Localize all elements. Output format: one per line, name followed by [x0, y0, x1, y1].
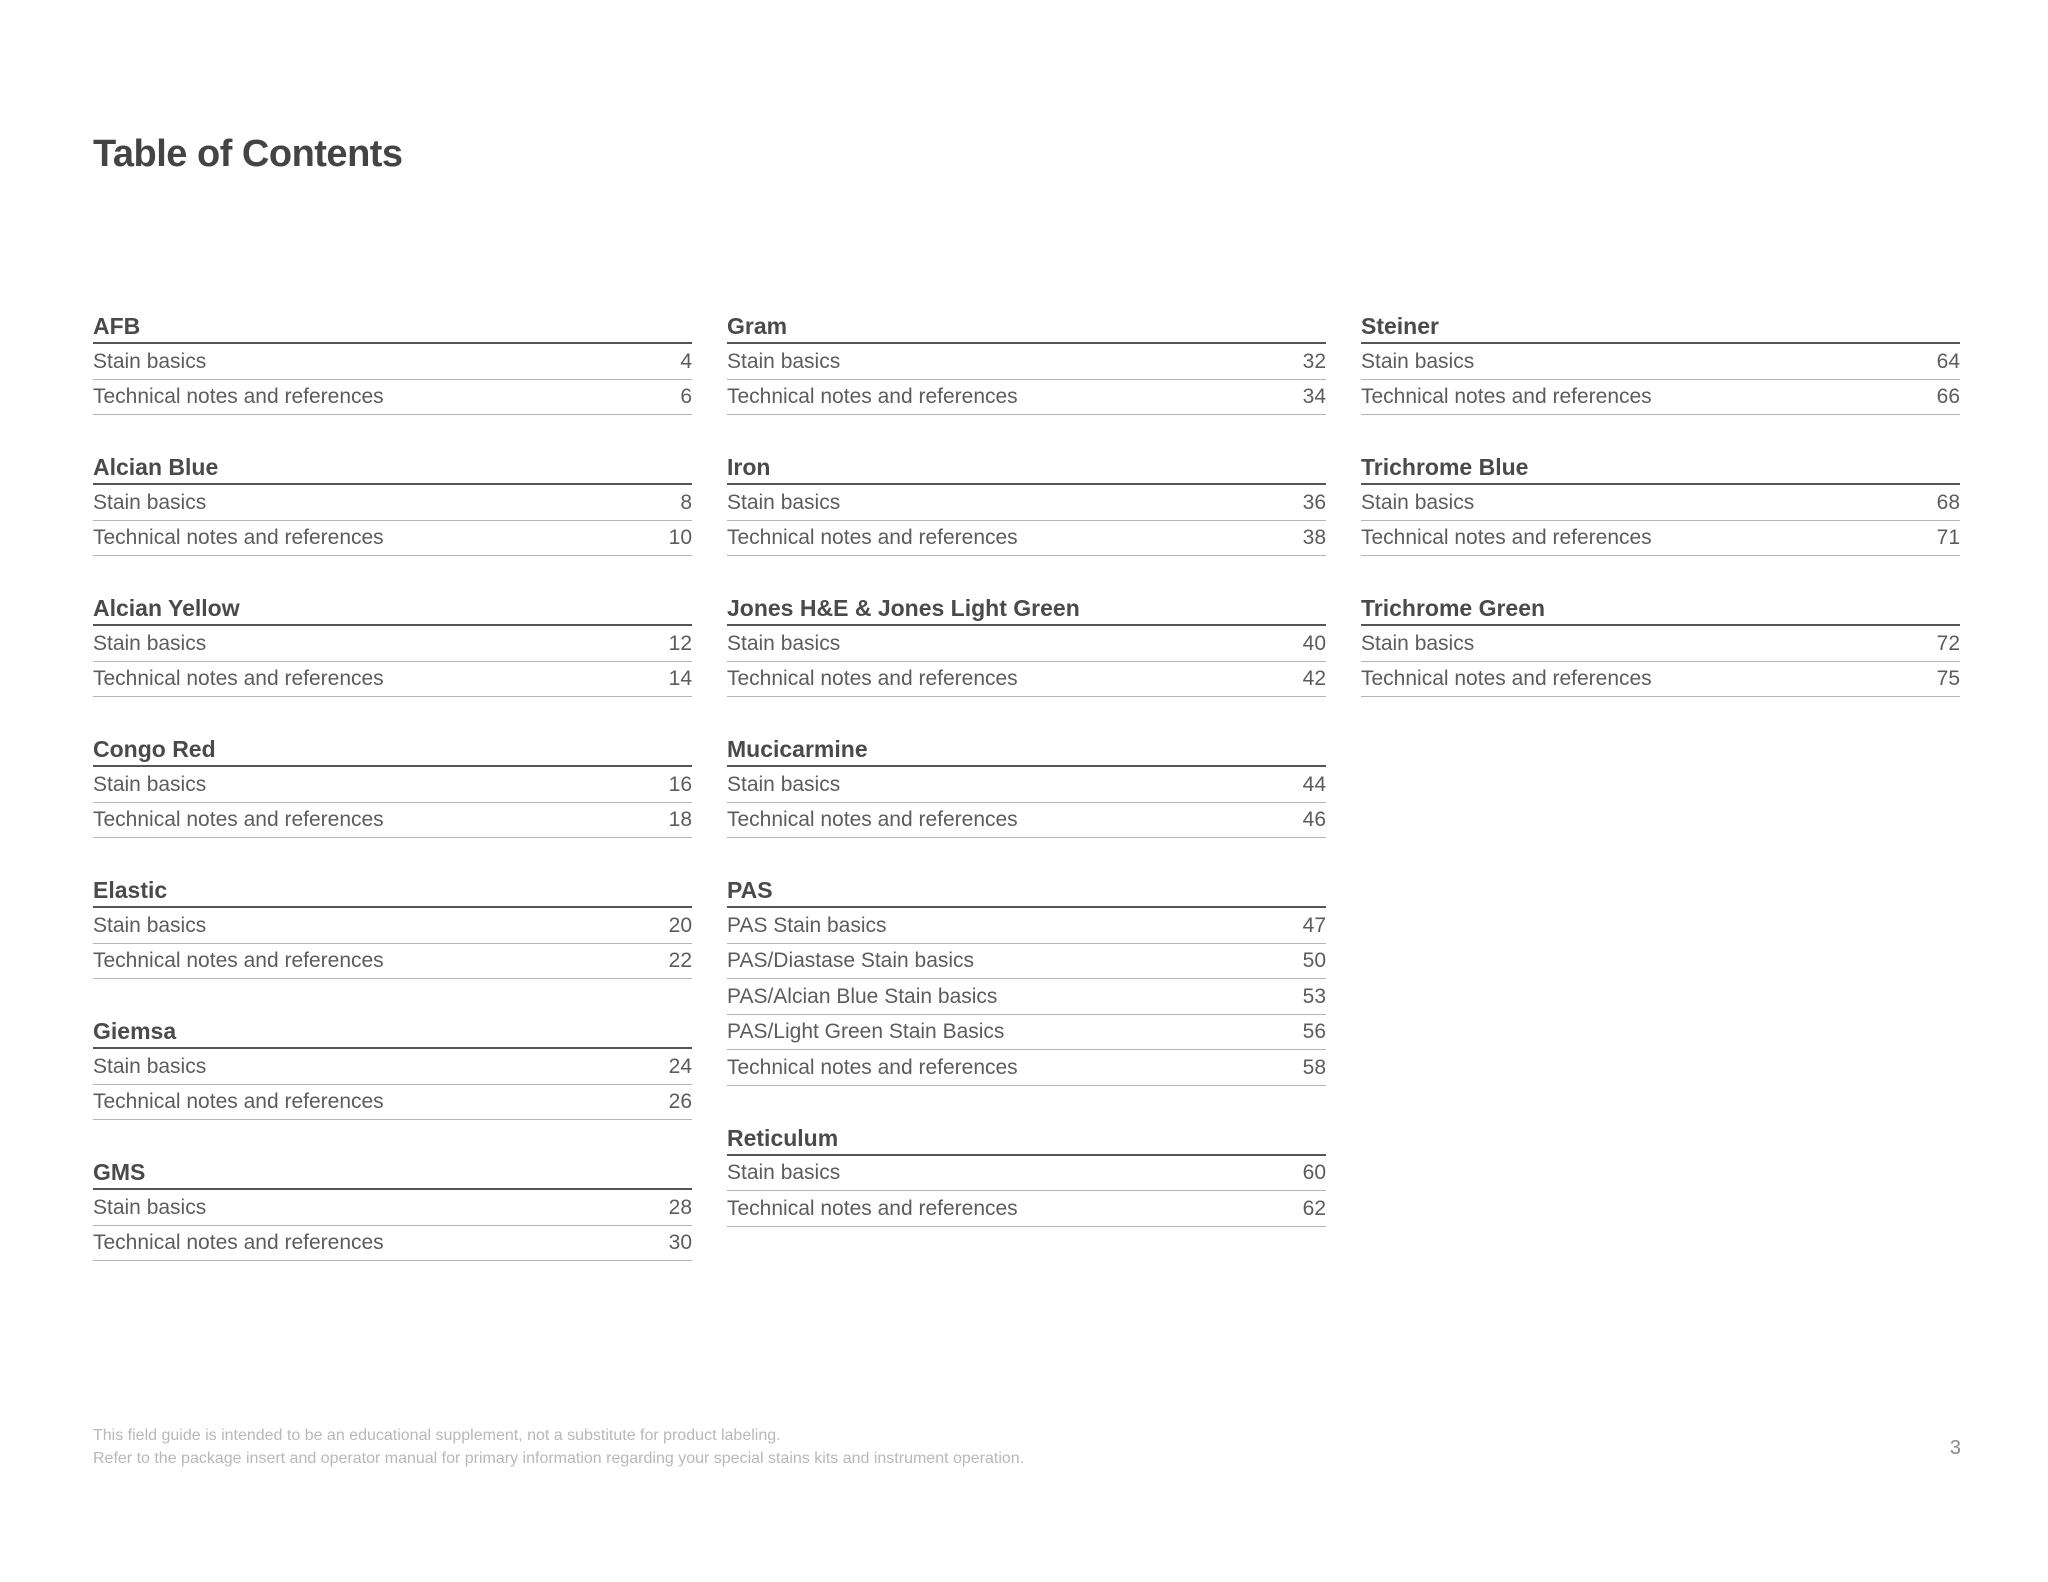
toc-entry[interactable]: [1361, 626, 1960, 662]
toc-entry-label: Stain basics: [727, 772, 841, 796]
toc-entry[interactable]: [727, 626, 1326, 662]
toc-entry-page-number: 22: [668, 949, 692, 972]
toc-entry[interactable]: [1361, 485, 1960, 521]
toc-entry-label: Stain basics: [727, 490, 841, 514]
toc-section-heading: Elastic: [93, 872, 692, 908]
toc-section: [93, 590, 692, 697]
toc-entry[interactable]: [727, 521, 1326, 557]
toc-entry[interactable]: [727, 1015, 1326, 1051]
toc-entry-page-number: 16: [668, 772, 692, 796]
toc-entry-page-number: 26: [668, 1090, 692, 1113]
toc-entry-label: Technical notes and references: [93, 385, 384, 408]
toc-entry-page-number: 47: [1302, 913, 1326, 937]
toc-section-heading: Reticulum: [727, 1120, 1326, 1156]
toc-entry-page-number: 58: [1302, 1055, 1326, 1079]
toc-entry-page-number: 34: [1302, 385, 1326, 408]
toc-entry-label: PAS/Light Green Stain Basics: [727, 1020, 1005, 1043]
toc-entry[interactable]: [727, 979, 1326, 1015]
toc-entry-page-number: 62: [1302, 1196, 1326, 1220]
toc-entry-page-number: 28: [668, 1195, 692, 1219]
toc-entry[interactable]: [727, 944, 1326, 980]
toc-section-heading: Congo Red: [93, 731, 692, 767]
toc-entry-label: Stain basics: [93, 772, 207, 796]
toc-section: [93, 872, 692, 979]
toc-entry-label: Technical notes and references: [93, 1090, 384, 1113]
toc-section-heading: AFB: [93, 308, 692, 344]
toc-entry[interactable]: [93, 1190, 692, 1226]
toc-entry[interactable]: [727, 908, 1326, 944]
toc-entry-page-number: 53: [1302, 984, 1326, 1008]
toc-entry-page-number: 18: [668, 808, 692, 831]
toc-entry[interactable]: [727, 485, 1326, 521]
toc-entry[interactable]: [727, 662, 1326, 698]
toc-section-heading: Giemsa: [93, 1013, 692, 1049]
toc-section: [727, 731, 1326, 838]
toc-entry-label: Technical notes and references: [727, 385, 1018, 408]
toc-entry-page-number: 68: [1936, 490, 1960, 514]
toc-entry-label: Technical notes and references: [93, 526, 384, 549]
toc-entry[interactable]: [93, 1085, 692, 1121]
footer-line-1: This field guide is intended to be an educational supplement, not a substitute for product labeling.: [93, 1427, 781, 1444]
page-number: 3: [1949, 1437, 1961, 1459]
toc-entry[interactable]: [727, 803, 1326, 839]
toc-column-3: [1361, 308, 1960, 731]
toc-entry-label: Stain basics: [1361, 490, 1475, 514]
toc-entry-page-number: 50: [1302, 949, 1326, 972]
toc-entry-page-number: 42: [1302, 667, 1326, 690]
toc-section-heading: Alcian Blue: [93, 449, 692, 485]
toc-entry-page-number: 36: [1302, 490, 1326, 514]
toc-entry-label: Stain basics: [93, 490, 207, 514]
toc-entry[interactable]: [93, 908, 692, 944]
toc-entry[interactable]: [93, 803, 692, 839]
toc-entry-label: Stain basics: [727, 349, 841, 373]
toc-section: [1361, 590, 1960, 697]
toc-entry-label: Technical notes and references: [1361, 385, 1652, 408]
toc-entry[interactable]: [93, 662, 692, 698]
toc-entry-label: Stain basics: [93, 913, 207, 937]
toc-entry-label: Technical notes and references: [727, 808, 1018, 831]
toc-entry[interactable]: [1361, 521, 1960, 557]
toc-entry-label: Stain basics: [1361, 631, 1475, 655]
toc-entry-page-number: 30: [668, 1231, 692, 1254]
toc-section: [727, 449, 1326, 556]
toc-entry-page-number: 44: [1302, 772, 1326, 796]
toc-entry-label: Technical notes and references: [93, 667, 384, 690]
toc-entry-label: PAS Stain basics: [727, 913, 887, 937]
toc-entry-label: Technical notes and references: [1361, 667, 1652, 690]
toc-section-heading: Iron: [727, 449, 1326, 485]
toc-entry-label: Stain basics: [93, 349, 207, 373]
toc-entry-label: Stain basics: [727, 631, 841, 655]
toc-entry[interactable]: [93, 1226, 692, 1262]
toc-section: [727, 590, 1326, 697]
toc-entry-page-number: 8: [680, 490, 692, 514]
toc-section-heading: Trichrome Green: [1361, 590, 1960, 626]
toc-entry[interactable]: [93, 521, 692, 557]
toc-entry-page-number: 64: [1936, 349, 1960, 373]
toc-entry[interactable]: [1361, 344, 1960, 380]
toc-entry-label: Technical notes and references: [727, 1055, 1018, 1079]
toc-entry-page-number: 66: [1936, 385, 1960, 408]
toc-entry[interactable]: [93, 485, 692, 521]
toc-entry-page-number: 4: [680, 349, 692, 373]
toc-section: [727, 872, 1326, 1086]
toc-entry[interactable]: [727, 1191, 1326, 1227]
toc-entry-page-number: 10: [668, 526, 692, 549]
toc-section: [727, 308, 1326, 415]
toc-column-2: [727, 308, 1326, 1261]
toc-entry-page-number: 46: [1302, 808, 1326, 831]
toc-entry-label: Technical notes and references: [727, 1196, 1018, 1220]
toc-entry-page-number: 14: [668, 667, 692, 690]
toc-entry[interactable]: [727, 767, 1326, 803]
toc-section-heading: Steiner: [1361, 308, 1960, 344]
toc-entry[interactable]: [1361, 380, 1960, 416]
toc-entry-label: Stain basics: [93, 1195, 207, 1219]
toc-entry[interactable]: [93, 380, 692, 416]
toc-section: [93, 308, 692, 415]
toc-entry-label: Stain basics: [93, 631, 207, 655]
toc-section-heading: Trichrome Blue: [1361, 449, 1960, 485]
toc-entry-label: Technical notes and references: [93, 808, 384, 831]
toc-entry-label: Technical notes and references: [1361, 526, 1652, 549]
toc-entry[interactable]: [1361, 662, 1960, 698]
toc-section-heading: Alcian Yellow: [93, 590, 692, 626]
toc-section: [93, 449, 692, 556]
footer-disclaimer: [93, 1424, 1024, 1470]
toc-section-heading: GMS: [93, 1154, 692, 1190]
toc-entry[interactable]: [727, 1050, 1326, 1086]
toc-section-heading: Gram: [727, 308, 1326, 344]
toc-entry[interactable]: [93, 626, 692, 662]
toc-section: [1361, 308, 1960, 415]
toc-entry-label: PAS/Alcian Blue Stain basics: [727, 984, 998, 1008]
toc-entry-label: Technical notes and references: [93, 949, 384, 972]
toc-entry-label: Stain basics: [727, 1161, 841, 1184]
toc-entry-page-number: 6: [680, 385, 692, 408]
toc-entry-page-number: 60: [1302, 1161, 1326, 1184]
toc-entry[interactable]: [727, 1156, 1326, 1192]
page-title: Table of Contents: [93, 133, 403, 175]
toc-entry-page-number: 38: [1302, 526, 1326, 549]
toc-entry-label: Technical notes and references: [93, 1231, 384, 1254]
toc-entry-label: Technical notes and references: [727, 667, 1018, 690]
toc-entry-label: Stain basics: [1361, 349, 1475, 373]
toc-section-heading: PAS: [727, 872, 1326, 908]
toc-section: [93, 1013, 692, 1120]
toc-entry-label: Stain basics: [93, 1054, 207, 1078]
toc-entry-label: PAS/Diastase Stain basics: [727, 949, 975, 972]
footer-line-2: Refer to the package insert and operator manual for primary information regarding your special stains kits and instrument operation.: [93, 1450, 1025, 1467]
toc-section: [93, 1154, 692, 1261]
toc-entry-page-number: 72: [1936, 631, 1960, 655]
toc-entry-page-number: 20: [668, 913, 692, 937]
toc-section-heading: Jones H&E & Jones Light Green: [727, 590, 1326, 626]
toc-entry[interactable]: [93, 1049, 692, 1085]
toc-entry-page-number: 75: [1936, 667, 1960, 690]
toc-entry-page-number: 12: [668, 631, 692, 655]
toc-column-1: [93, 308, 692, 1295]
toc-entry-page-number: 24: [668, 1054, 692, 1078]
toc-section-heading: Mucicarmine: [727, 731, 1326, 767]
toc-entry-page-number: 40: [1302, 631, 1326, 655]
toc-section: [727, 1120, 1326, 1227]
toc-entry[interactable]: [93, 767, 692, 803]
toc-section: [1361, 449, 1960, 556]
toc-entry-page-number: 71: [1936, 526, 1960, 549]
toc-entry[interactable]: [727, 380, 1326, 416]
toc-entry[interactable]: [727, 344, 1326, 380]
toc-entry-label: Technical notes and references: [727, 526, 1018, 549]
toc-entry[interactable]: [93, 944, 692, 980]
toc-entry-page-number: 56: [1302, 1020, 1326, 1043]
toc-entry-page-number: 32: [1302, 349, 1326, 373]
toc-entry[interactable]: [93, 344, 692, 380]
toc-section: [93, 731, 692, 838]
